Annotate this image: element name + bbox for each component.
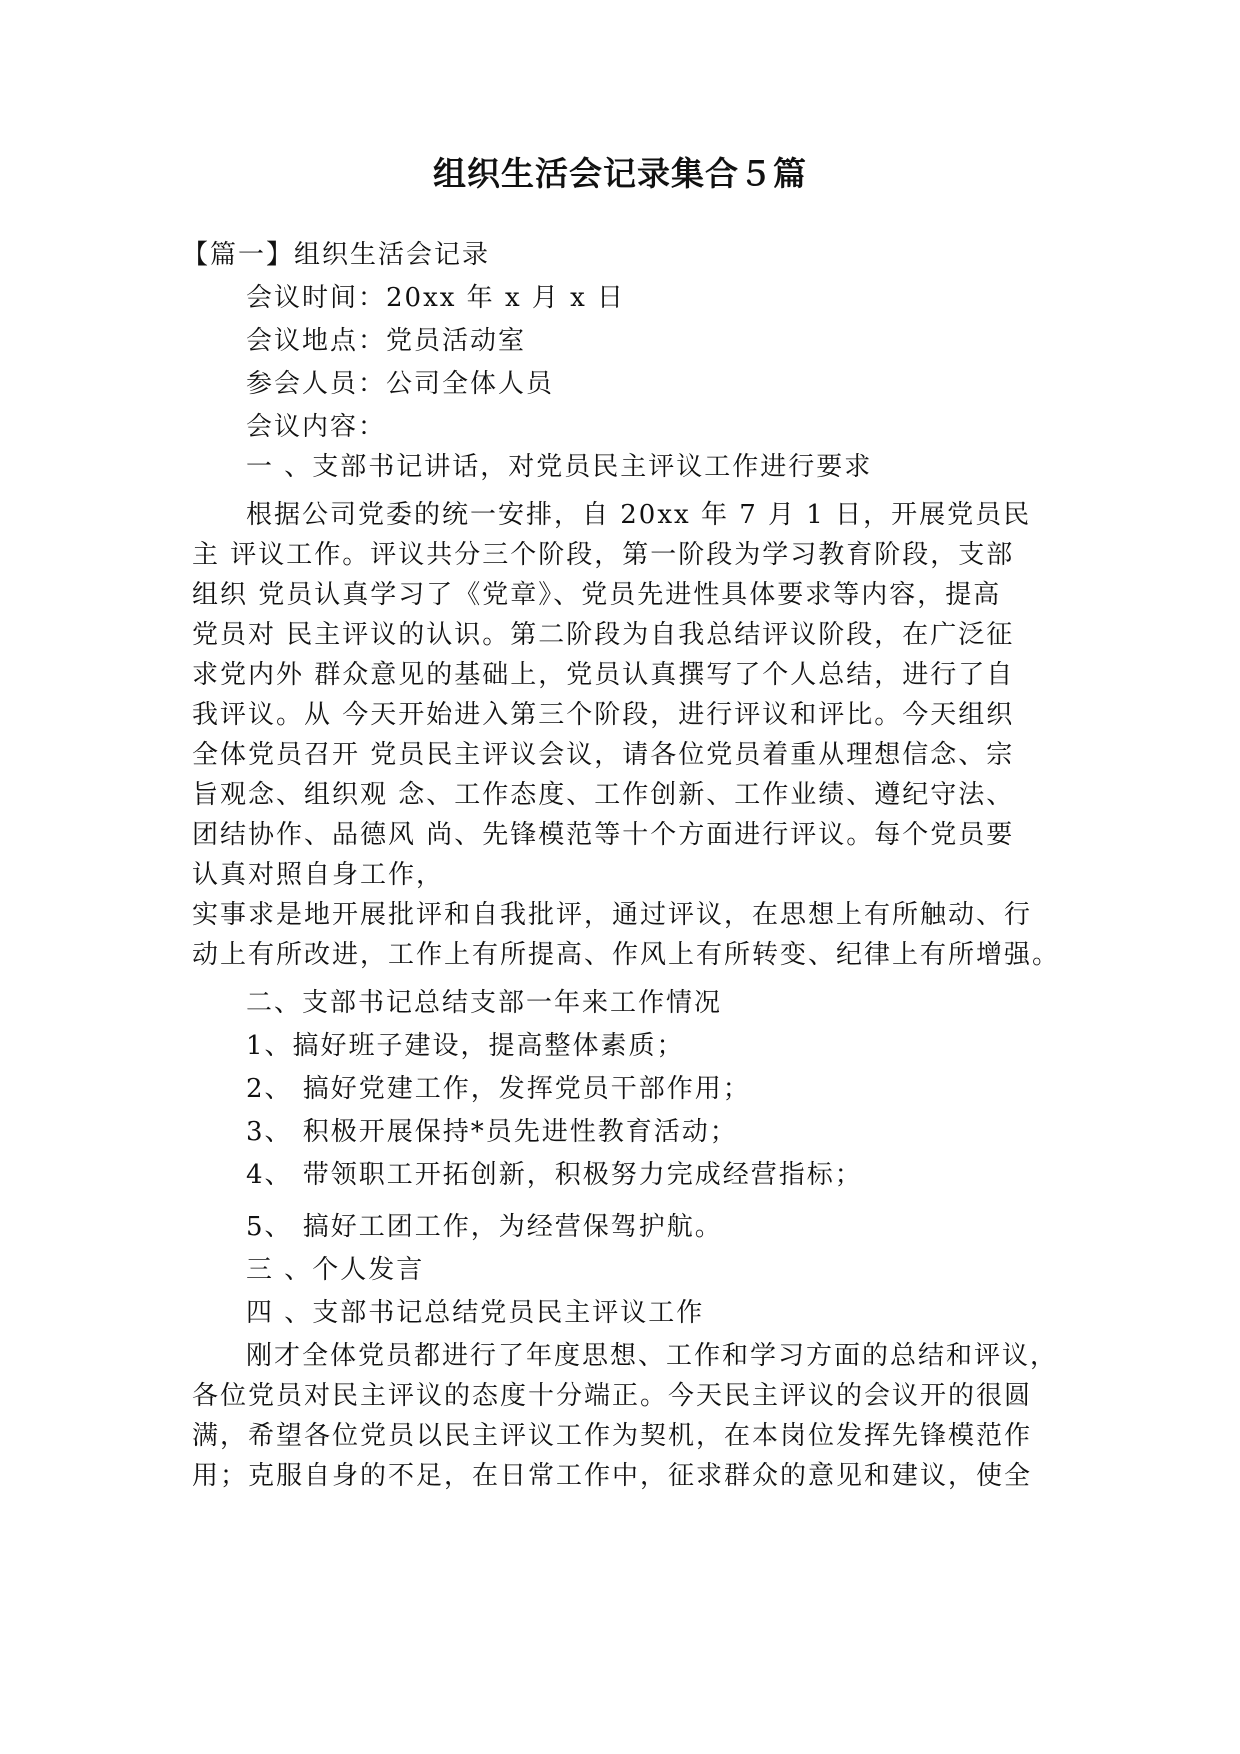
- paragraph-line: 刚才全体党员都进行了年度思想、工作和学习方面的总结和评议，: [246, 1341, 1059, 1371]
- meeting-place: 会议地点：党员活动室: [246, 326, 527, 356]
- item3-heading: 三 、个人发言: [246, 1255, 425, 1285]
- item4-heading: 四 、支部书记总结党员民主评议工作: [246, 1298, 705, 1328]
- paragraph-line: 用；克服自身的不足，在日常工作中，征求群众的意见和建议，使全: [192, 1461, 1033, 1491]
- content-label: 会议内容：: [246, 412, 387, 442]
- item4-paragraph: [192, 1336, 1059, 1496]
- paragraph-line: 各位党员对民主评议的态度十分端正。今天民主评议的会议开的很圆: [192, 1381, 1033, 1411]
- document-title: 组织生活会记录集合５篇: [433, 154, 807, 193]
- paragraph-line: 动上有所改进，工作上有所提高、作风上有所转变、纪律上有所增强。: [192, 940, 1061, 970]
- item2-list: [192, 1026, 1052, 1247]
- meeting-time: 会议时间：20xx 年 x 月 x 日: [246, 283, 626, 313]
- document-body: [182, 235, 1061, 1496]
- paragraph-line: 求党内外 群众意见的基础上，党员认真撰写了个人总结，进行了自: [192, 660, 1015, 690]
- paragraph-line: 认真对照自身工作，: [192, 860, 445, 890]
- paragraph-line: 党员对 民主评议的认识。第二阶段为自我总结评议阶段，在广泛征: [192, 620, 1015, 650]
- paragraph-line: 旨观念、组织观 念、工作态度、工作创新、工作业绩、遵纪守法、: [192, 780, 1015, 810]
- list-item: 1、搞好班子建设，提高整体素质；: [246, 1031, 685, 1061]
- attendees: 参会人员：公司全体人员: [246, 369, 555, 399]
- list-item: 4、 带领职工开拓创新，积极努力完成经营指标；: [246, 1160, 863, 1190]
- paragraph-line: 满，希望各位党员以民主评议工作为契机，在本岗位发挥先锋模范作: [192, 1421, 1033, 1451]
- paragraph-line: 全体党员召开 党员民主评议会议，请各位党员着重从理想信念、宗: [192, 740, 1015, 770]
- list-item: 3、 积极开展保持*员先进性教育活动；: [246, 1117, 738, 1147]
- list-item: 5、 搞好工团工作，为经营保驾护航。: [246, 1212, 723, 1242]
- item1-heading: 一 、支部书记讲话，对党员民主评议工作进行要求: [246, 452, 873, 482]
- paragraph-line: 主 评议工作。评议共分三个阶段，第一阶段为学习教育阶段，支部: [192, 540, 1015, 570]
- item2-heading: 二、支部书记总结支部一年来工作情况: [246, 988, 723, 1018]
- paragraph-line: 根据公司党委的统一安排，自 20xx 年 7 月 1 日，开展党员民: [246, 500, 1032, 530]
- list-item: 2、 搞好党建工作，发挥党员干部作用；: [246, 1074, 751, 1104]
- paragraph-line: 实事求是地开展批评和自我批评，通过评议，在思想上有所触动、行: [192, 900, 1033, 930]
- section-heading: 【篇一】组织生活会记录: [182, 240, 491, 270]
- paragraph-line: 团结协作、品德风 尚、先锋模范等十个方面进行评议。每个党员要: [192, 820, 1015, 850]
- item1-paragraph: [192, 495, 1061, 975]
- paragraph-line: 我评议。从 今天开始进入第三个阶段，进行评议和评比。今天组织: [192, 700, 1015, 730]
- paragraph-line: 组织 党员认真学习了《党章》、党员先进性具体要求等内容，提高: [192, 580, 1002, 610]
